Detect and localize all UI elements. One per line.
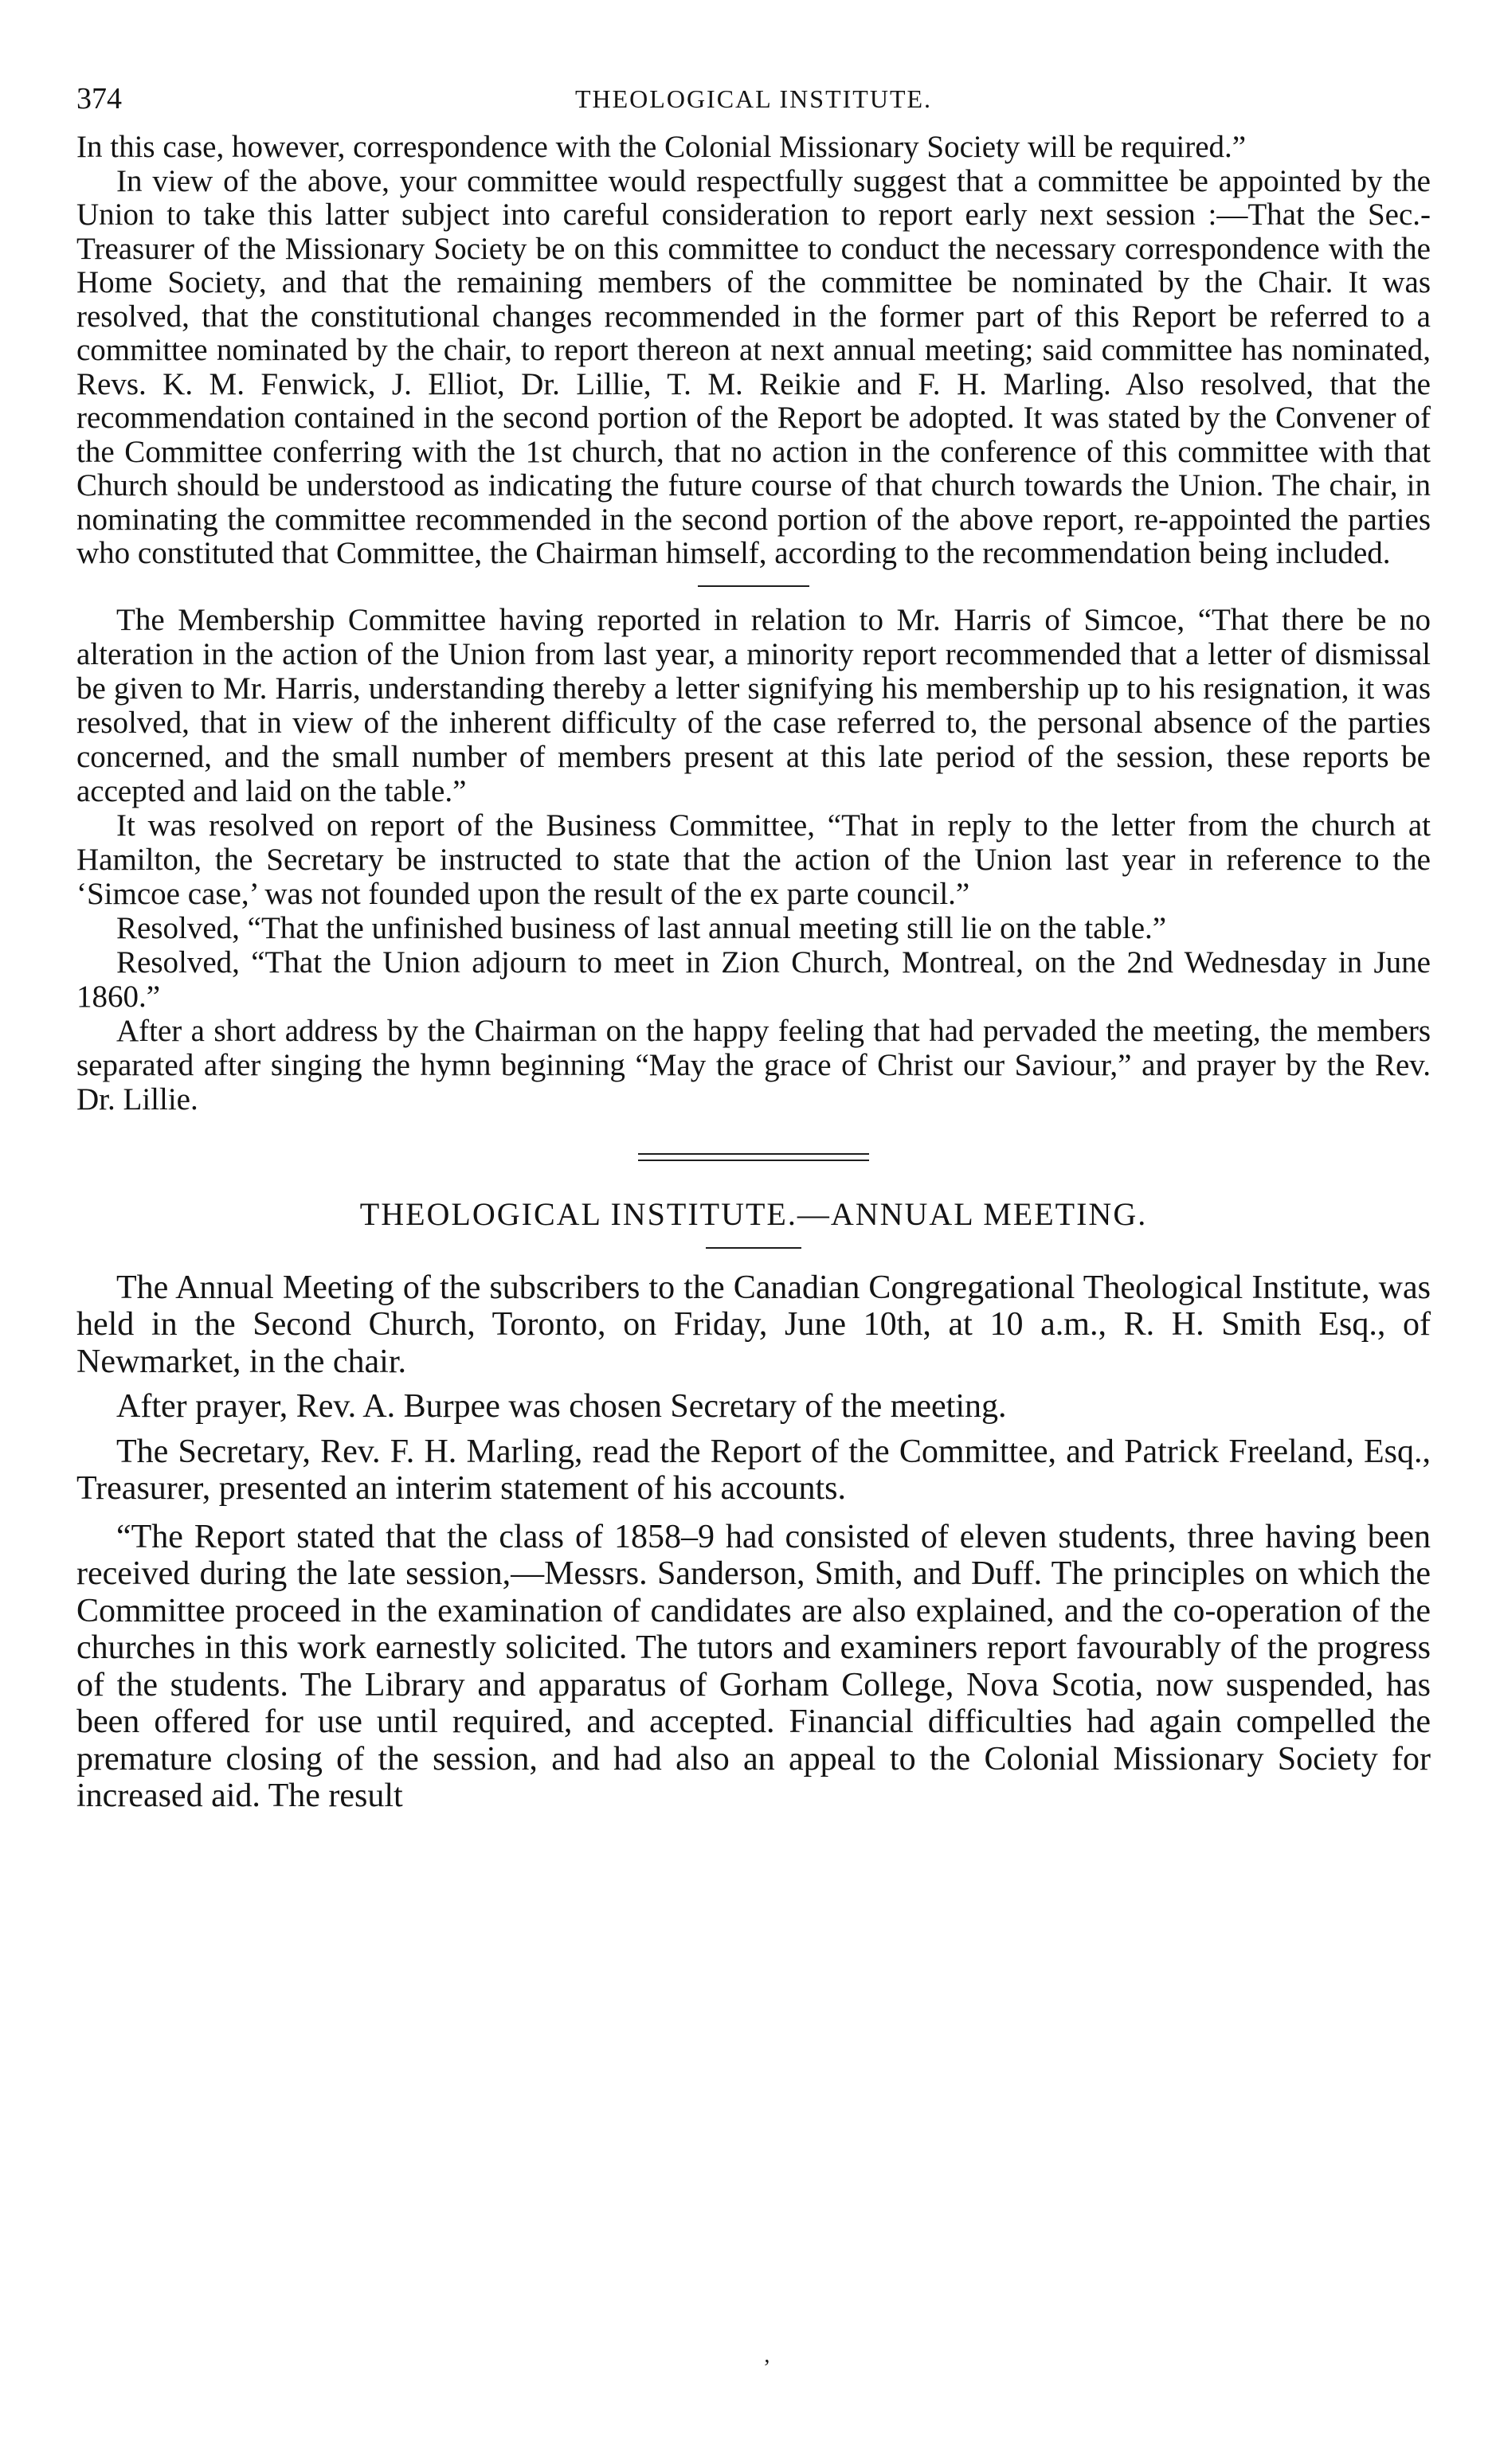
paragraph: After a short address by the Chairman on the happy feeling that had pervaded the meeting, the members separated after singing the hymn beginning “May the grace of Christ our Saviour,” and prayer by the Rev. Dr. Lillie. <box>76 1013 1431 1117</box>
running-title: THEOLOGICAL INSTITUTE. <box>574 84 933 113</box>
membership-section <box>76 603 1431 1117</box>
paragraph: In view of the above, your committee would respectfully suggest that a committee be appointed by the Union to take this latter subject into careful consideration to report early next session :—That the Sec.-Treasurer of the Missionary Society be on this committee to conduct the necessary correspondence with the Home Society, and that the remaining members of the committee be nominated by the Chair. It was resolved, that the constitutional changes recommended in the former part of this Report be referred to a committee nominated by the chair, to report thereon at next annual meeting; said committee has nominated, Revs. K. M. Fenwick, J. Elliot, Dr. Lillie, T. M. Reikie and F. H. Marling. Also resolved, that the recommendation contained in the second portion of the Report be adopted. It was stated by the Convener of the Committee conferring with the 1st church, that no action in the conference of this committee with that Church should be understood as indicating the future course of that church towards the Union. The chair, in nominating the committee recommended in the second portion of the above report, re-appointed the parties who constituted that Committee, the Chairman himself, according to the recommendation being included. <box>76 163 1431 570</box>
section-heading: THEOLOGICAL INSTITUTE.—ANNUAL MEETING. <box>359 1195 1148 1232</box>
paragraph: The Secretary, Rev. F. H. Marling, read the Report of the Committee, and Patrick Freeland, Esq., Treasurer, presented an interim statement of his accounts. <box>76 1433 1431 1507</box>
institute-meeting-section <box>76 1269 1431 1815</box>
double-rule-bottom <box>638 1160 869 1161</box>
paragraph: In this case, however, correspondence with the Colonial Missionary Society will be required.” <box>76 130 1247 164</box>
paragraph: The Membership Committee having reported in relation to Mr. Harris of Simcoe, “That there be no alteration in the action of the Union from last year, a minority report recommended that a letter of dismissal be given to Mr. Harris, understanding thereby a letter signifying his membership up to his resignation, it was resolved, that in view of the inherent difficulty of the case referred to, the personal absence of the parties concerned, and the small number of members present at this late period of the session, these reports be accepted and laid on the table.” <box>76 602 1431 808</box>
union-report-section <box>76 131 1431 571</box>
paragraph: After prayer, Rev. A. Burpee was chosen Secretary of the meeting. <box>116 1388 1007 1425</box>
stray-ink-mark: ʼ <box>763 2356 771 2380</box>
heading-divider <box>706 1247 801 1249</box>
paragraph: Resolved, “That the unfinished business of last annual meeting still lie on the table.” <box>116 910 1167 945</box>
section-divider <box>698 585 809 587</box>
running-head <box>76 67 1431 131</box>
double-rule-top <box>638 1153 869 1155</box>
paragraph: Resolved, “That the Union adjourn to meet in Zion Church, Montreal, on the 2nd Wednesday in June 1860.” <box>76 945 1431 1014</box>
book-page <box>76 67 1431 1815</box>
page-number: 374 <box>76 82 122 115</box>
paragraph: The Annual Meeting of the subscribers to the Canadian Congregational Theological Institute, was held in the Second Church, Toronto, on Friday, June 10th, at 10 a.m., R. H. Smith Esq., of Newmarket, in the chair. <box>76 1269 1431 1380</box>
paragraph: “The Report stated that the class of 1858–9 had consisted of eleven students, three having been received during the late session,—Messrs. Sanderson, Smith, and Duff. The principles on which the Committee proceed in the examination of candidates are also explained, and the co-operation of the churches in this work earnestly solicited. The tutors and examiners report favourably of the progress of the students. The Library and apparatus of Gorham College, Nova Scotia, now suspended, has been offered for use until required, and accepted. Financial difficulties had again compelled the premature closing of the session, and had also an appeal to the Colonial Missionary Society for increased aid. The result <box>76 1518 1431 1814</box>
paragraph: It was resolved on report of the Business Committee, “That in reply to the letter from the church at Hamilton, the Secretary be instructed to state that the action of the Union last year in reference to the ‘Simcoe case,’ was not founded upon the result of the ex parte council.” <box>76 808 1431 911</box>
